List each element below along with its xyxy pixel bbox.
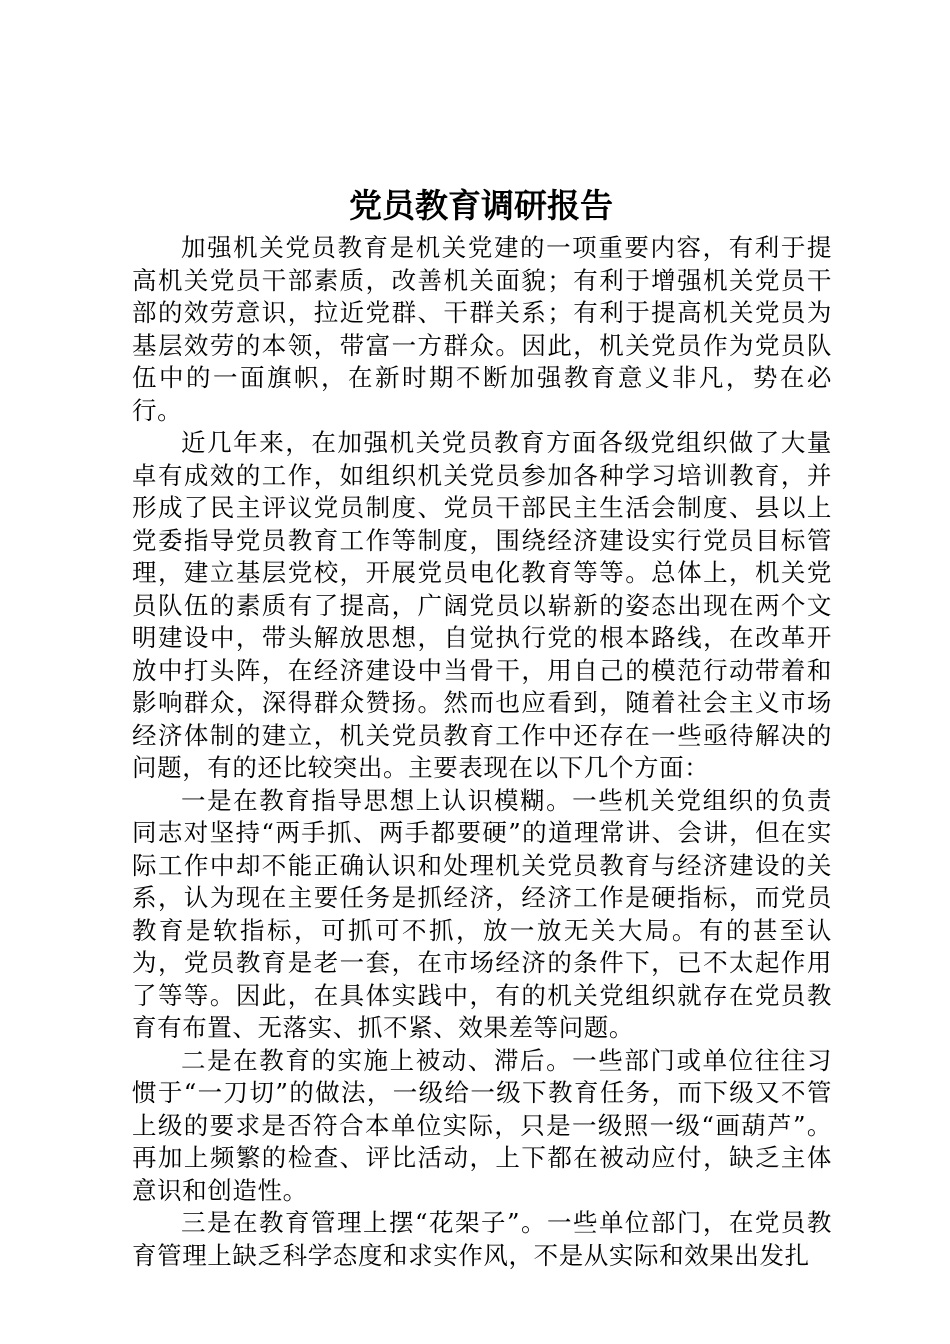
paragraph-issue-three: 三是在教育管理上摆“花架子”。一些单位部门，在党员教育管理上缺乏科学态度和求实作风，不是从实际和效果出发扎 [132, 1208, 832, 1270]
paragraph-achievements: 近几年来，在加强机关党员教育方面各级党组织做了大量卓有成效的工作，如组织机关党员参加各种学习培训教育，并形成了民主评议党员制度、党员干部民主生活会制度、县以上党委指导党员教育工作等制度，围绕经济建设实行党员目标管理，建立基层党校，开展党员电化教育等等。总体上，机关党员队伍的素质有了提高，广阔党员以崭新的姿态出现在两个文明建设中，带头解放思想，自觉执行党的根本路线，在改革开放中打头阵，在经济建设中当骨干，用自己的模范行动带着和影响群众，深得群众赞扬。然而也应看到，随着社会主义市场经济体制的建立，机关党员教育工作中还存在一些亟待解决的问题，有的还比较突出。主要表现在以下几个方面： [132, 428, 832, 782]
document-title: 党员教育调研报告 [349, 186, 613, 225]
document-body [132, 232, 832, 1272]
paragraph-importance: 加强机关党员教育是机关党建的一项重要内容，有利于提高机关党员干部素质，改善机关面貌；有利于增强机关党员干部的效劳意识，拉近党群、干群关系；有利于提高机关党员为基层效劳的本领，带富一方群众。因此，机关党员作为党员队伍中的一面旗帜，在新时期不断加强教育意义非凡，势在必行。 [132, 233, 832, 425]
paragraph-issue-two: 二是在教育的实施上被动、滞后。一些部门或单位往往习惯于“一刀切”的做法，一级给一级下教育任务，而下级又不管上级的要求是否符合本单位实际，只是一级照一级“画葫芦”。再加上频繁的检查、评比活动，上下都在被动应付，缺乏主体意识和创造性。 [132, 1045, 832, 1205]
paragraph-issue-one: 一是在教育指导思想上认识模糊。一些机关党组织的负责同志对坚持“两手抓、两手都要硬”的道理常讲、会讲，但在实际工作中却不能正确认识和处理机关党员教育与经济建设的关系，认为现在主要任务是抓经济，经济工作是硬指标，而党员教育是软指标，可抓可不抓，放一放无关大局。有的甚至认为，党员教育是老一套，在市场经济的条件下，已不太起作用了等等。因此，在具体实践中，有的机关党组织就存在党员教育有布置、无落实、抓不紧、效果差等问题。 [132, 785, 832, 1042]
